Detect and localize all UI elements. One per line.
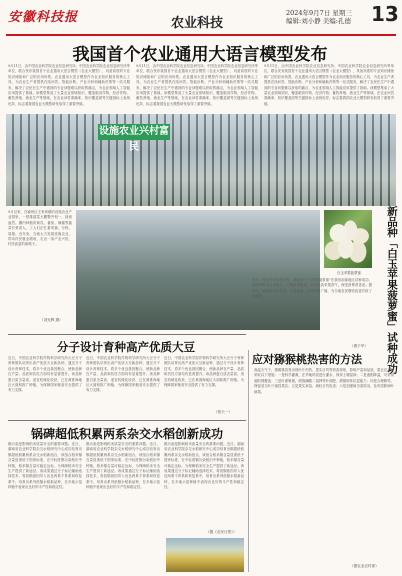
page-number: 13 bbox=[371, 2, 399, 26]
masthead-rule bbox=[6, 34, 396, 36]
soybean-col-3: 近日，中国农业科学院作物科学研究所大豆分子育种团队培育出高产优质大豆新品种，通过分子设计育种技术，将多个优良基因聚合，使新品种在产量、品质和抗性方面均有显著提升。该品种蛋白质含量高，适宜机械化收获，已在黄淮海地区大面积推广种植，为保障国家粮食安全提供了有力支撑。 bbox=[164, 356, 244, 388]
editor-line: 编辑:刘小静 美编:孔德 bbox=[286, 17, 351, 25]
village-byline: （刘光辉 摄） bbox=[40, 318, 63, 322]
soybean-col-1: 近日，中国农业科学院作物科学研究所大豆分子育种团队培育出高产优质大豆新品种，通过分子设计育种技术，将多个优良基因聚合，使新品种在产量、品质和抗性方面均有显著提升。该品种蛋白质含量高，适宜机械化收获，已在黄淮海地区大面积推广种植，为保障国家粮食安全提供了有力支撑。 bbox=[8, 356, 82, 393]
village-text: 9月以来，在颍州区王家坝镇的设施农业产业园里，一排排蔬菜大棚整齐划一，绿意盎然。棚内种植的黄瓜、番茄、辣椒等蔬菜长势喜人，工人们正忙着采摘、分拣、装箱。近年来，当地大力发展设施农业，带动村民就业增收，走出一条产业兴旺、村民致富的新路子。 bbox=[8, 210, 72, 247]
rice-col-2: 镉污染是影响稻米质量安全的重要问题。近日，湖南省农业科学院杂交水稻研究中心成功培育出镉超低积累两系杂交水稻新组合，该组合稻米镉含量显著低于国家标准，在中轻度镉污染稻田中种植，稻米镉含量可稳定达标，为保障稻米安全生产提供了新途径。该成果通过分子标记辅助选择技术，将低镉基因导入优良两系不育系和恢复系中，培育出系列低镉水稻新品种，在多地示范种植中表现出良好的丰产性和稳定性。 bbox=[86, 442, 160, 490]
section-name: 农业科技 bbox=[171, 16, 224, 31]
pineapple-title: 新品种「白玉苹果菠萝蜜」试种成功 bbox=[386, 206, 398, 374]
date-line: 2024年9月7日 星期三 bbox=[286, 9, 352, 17]
kiwi-body: 高温天气下，猕猴桃容易出现叶片灼伤、果实日灼等热害现象，影响产量和品质。果农应及时采取以下措施：一是科学灌溉，在早晚时段进行灌水，保持土壤湿润；二是遮阳降温，可采用遮阳网覆盖；三是叶面喷施，喷施磷酸二氢钾等叶面肥，增强树体抗逆能力；四是合理修剪，保留适当叶片遮挡果实；五是果实套袋，减轻日灼危害；六是加强病虫害防治，及时清除病叶病果。 bbox=[254, 368, 394, 394]
soybean-headline: 分子设计育种高产优质大豆 bbox=[57, 340, 195, 354]
kiwi-headline: 应对猕猴桃热害的方法 bbox=[252, 353, 362, 366]
soybean-col-2: 近日，中国农业科学院作物科学研究所大豆分子育种团队培育出高产优质大豆新品种，通过分子设计育种技术，将多个优良基因聚合，使新品种在产量、品质和抗性方面均有显著提升。该品种蛋白质含量高，适宜机械化收获，已在黄淮海地区大面积推广种植，为保障国家粮食安全提供了有力支撑。 bbox=[86, 356, 160, 393]
rice-byline: （据《农民日报》） bbox=[206, 530, 237, 534]
rice-photo bbox=[166, 538, 244, 572]
lead-col-1: 9月11日，由中国农业科学院农业信息研究所、中国农业科学院农业信息研究所等单位，联合发布我国首个农业通用大语言模型《农业大模型》，具备高度的专业知识储备和广泛的应用场景。农业通用大语言模型作为农业知识服务的核心工具，为农业生产者提供在线问答、智能诊断、产业分析和辅助决策等一站式服务，解决了农民在生产中遇到的专业问题难以获取的痛点，为农业领域人工智能应用提供了基础。该模型集成了大量农业领域知识，覆盖粮食作物、经济作物、畜牧养殖、渔业生产等领域，在农业问答准确率、知识覆盖面等关键指标上表现优异，标志着我国农业大模型研发取得了重要突破。 bbox=[8, 64, 130, 106]
pineapple-body: 近日，经过多年引种试验，新品种“白玉苹果菠萝蜜”在我省南部地区试种成功。该品种果肉洁白如玉，口感清甜脆爽，带有淡淡苹果香气，深受消费者喜爱。据介绍，该品种适应性强，产量稳定，市场前景广阔，为当地农民增收致富开辟了新途径。 bbox=[252, 278, 372, 299]
rice-col-1: 镉污染是影响稻米质量安全的重要问题。近日，湖南省农业科学院杂交水稻研究中心成功培育出镉超低积累两系杂交水稻新组合，该组合稻米镉含量显著低于国家标准，在中轻度镉污染稻田中种植，稻米镉含量可稳定达标，为保障稻米安全生产提供了新途径。该成果通过分子标记辅助选择技术，将低镉基因导入优良两系不育系和恢复系中，培育出系列低镉水稻新品种，在多地示范种植中表现出良好的丰产性和稳定性。 bbox=[8, 442, 82, 490]
greenhouse-photo bbox=[6, 114, 396, 206]
divider bbox=[8, 420, 246, 421]
lead-col-3: 9月11日，由中国农业科学院农业信息研究所、中国农业科学院农业信息研究所等单位，联合发布我国首个农业通用大语言模型《农业大模型》，具备高度的专业知识储备和广泛的应用场景。农业通用大语言模型作为农业知识服务的核心工具，为农业生产者提供在线问答、智能诊断、产业分析和辅助决策等一站式服务，解决了农民在生产中遇到的专业问题难以获取的痛点，为农业领域人工智能应用提供了基础。该模型集成了大量农业领域知识，覆盖粮食作物、经济作物、畜牧养殖、渔业生产等领域，在农业问答准确率、知识覆盖面等关键指标上表现优异，标志着我国农业大模型研发取得了重要突破。 bbox=[264, 64, 394, 106]
column-rule bbox=[248, 350, 249, 572]
pineapple-caption: 白玉苹果菠萝蜜 bbox=[337, 271, 361, 275]
lead-col-2: 9月11日，由中国农业科学院农业信息研究所、中国农业科学院农业信息研究所等单位，联合发布我国首个农业通用大语言模型《农业大模型》，具备高度的专业知识储备和广泛的应用场景。农业通用大语言模型作为农业知识服务的核心工具，为农业生产者提供在线问答、智能诊断、产业分析和辅助决策等一站式服务，解决了农民在生产中遇到的专业问题难以获取的痛点，为农业领域人工智能应用提供了基础。该模型集成了大量农业领域知识，覆盖粮食作物、经济作物、畜牧养殖、渔业生产等领域，在农业问答准确率、知识覆盖面等关键指标上表现优异，标志着我国农业大模型研发取得了重要突破。 bbox=[136, 64, 258, 106]
village-banner: 设施农业兴村富民 bbox=[99, 126, 169, 153]
lead-headline: 我国首个农业通用大语言模型发布 bbox=[72, 45, 328, 65]
kiwi-byline: （据农业农村部） bbox=[350, 564, 379, 568]
paper-name: 安徽科技报 bbox=[8, 10, 79, 25]
divider bbox=[8, 334, 246, 335]
masthead bbox=[0, 0, 402, 36]
pineapple-byline: （康子华） bbox=[350, 344, 368, 348]
soybean-byline: （张天一） bbox=[214, 410, 232, 414]
rice-headline: 锅碑超低积累两系杂交水稻创新成功 bbox=[30, 427, 223, 441]
rice-col-3: 镉污染是影响稻米质量安全的重要问题。近日，湖南省农业科学院杂交水稻研究中心成功培育出镉超低积累两系杂交水稻新组合，该组合稻米镉含量显著低于国家标准，在中轻度镉污染稻田中种植，稻米镉含量可稳定达标，为保障稻米安全生产提供了新途径。该成果通过分子标记辅助选择技术，将低镉基因导入优良两系不育系和恢复系中，培育出系列低镉水稻新品种，在多地示范种植中表现出良好的丰产性和稳定性。 bbox=[164, 442, 244, 490]
pineapple-photo bbox=[324, 210, 372, 268]
